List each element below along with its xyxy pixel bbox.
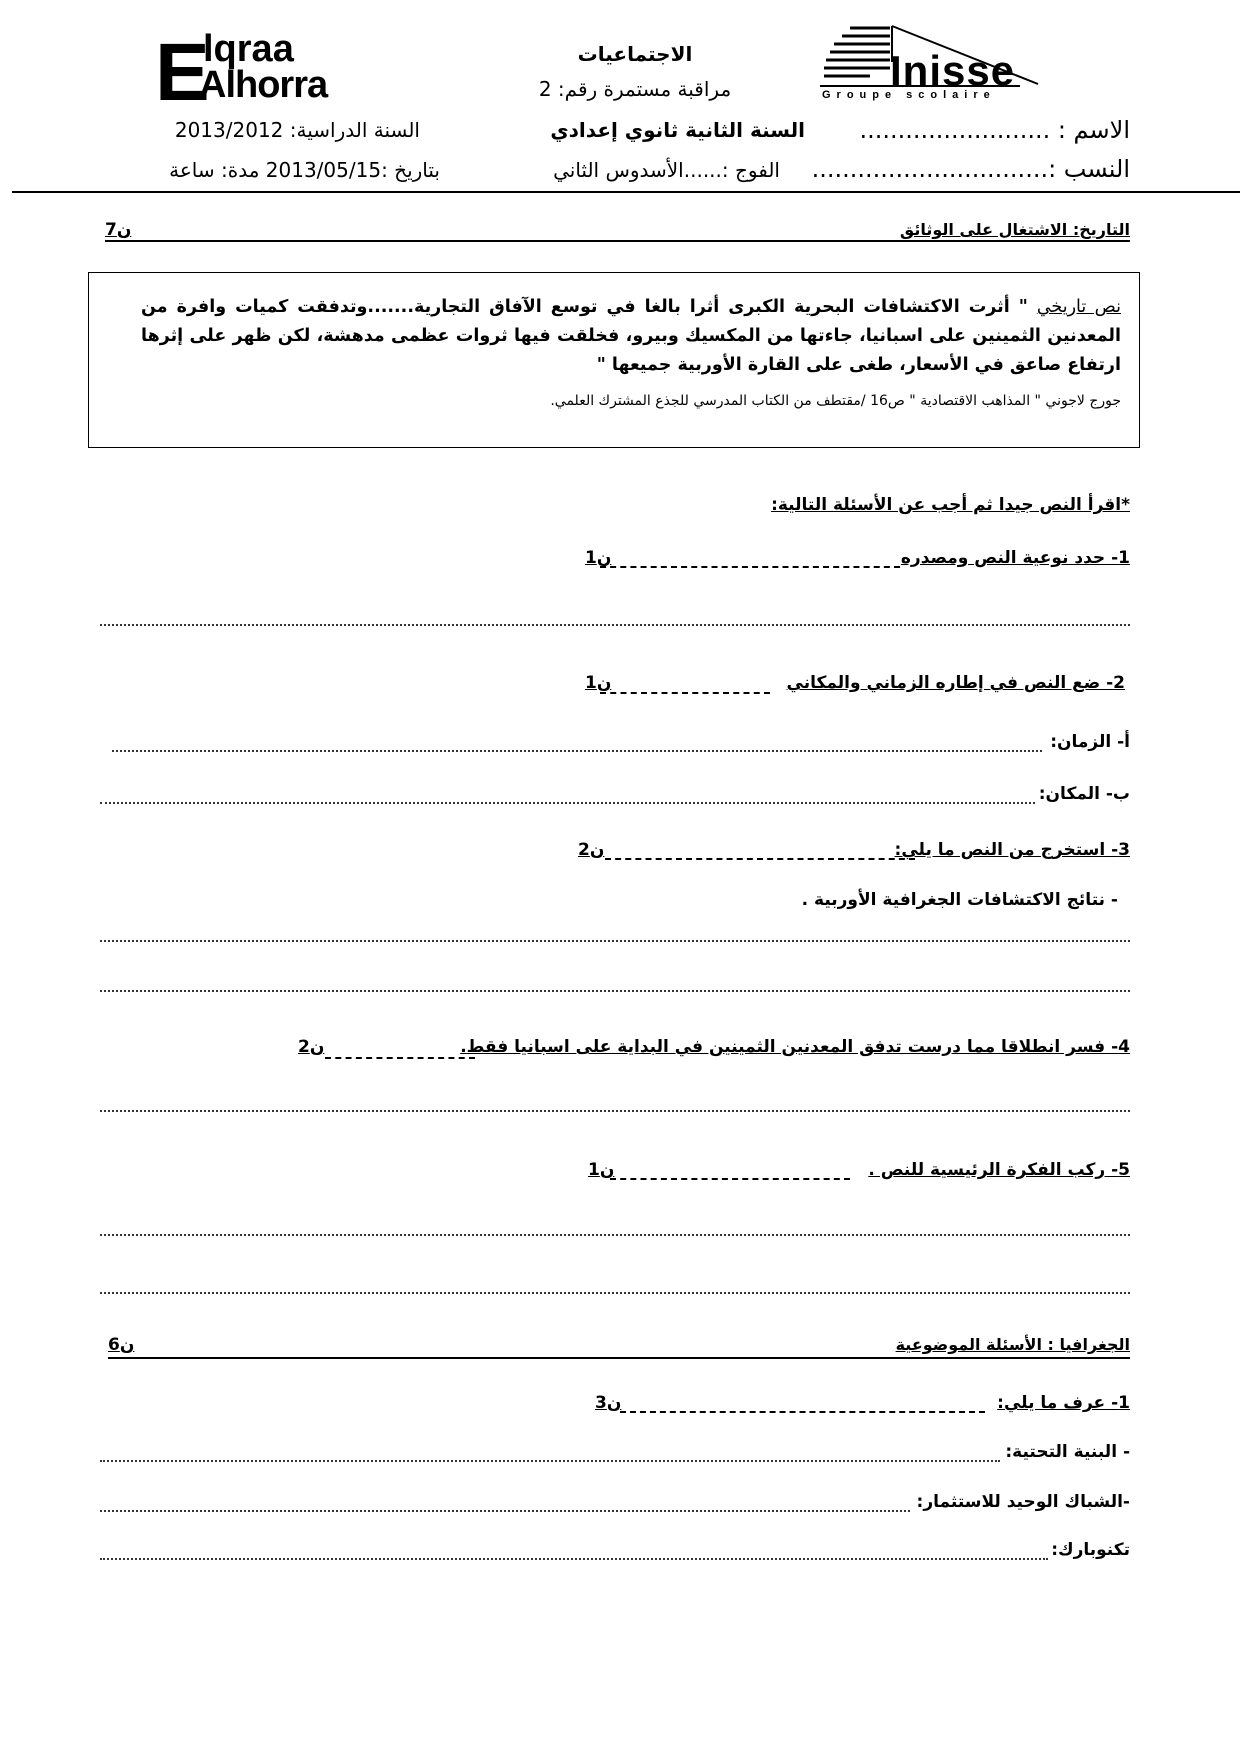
logo-subtitle: Groupe scolaire: [822, 89, 996, 101]
logo-iqraa-alhorra: [155, 27, 355, 118]
header-divider: [12, 191, 1240, 193]
group-field[interactable]: الفوج :......الأسدوس الثاني: [553, 158, 780, 182]
school-year: السنة الدراسية: 2013/2012: [174, 118, 420, 142]
geography-title-rule: [108, 1357, 1130, 1359]
q5-dashes: [610, 1178, 850, 1180]
q5-answer-line-2[interactable]: [100, 1292, 1130, 1294]
q1-answer-line[interactable]: [100, 624, 1130, 626]
q5-text: 5- ركب الفكرة الرئيسية للنص .: [868, 1160, 1130, 1180]
logo-line-2: Alhorra: [199, 64, 328, 106]
document-text: [141, 293, 1121, 380]
term-3-label: تكنوبارك:: [1051, 1540, 1130, 1560]
q2-text: 2- ضع النص في إطاره الزماني والمكاني: [786, 673, 1125, 693]
q5-answer-line-1[interactable]: [100, 1234, 1130, 1236]
q2-place-label: ب- المكان:: [1038, 784, 1130, 804]
q3-points: 2ن: [578, 840, 605, 860]
subject-title: الاجتماعيات: [577, 42, 693, 66]
surname-field[interactable]: النسب :...............................: [811, 155, 1130, 183]
q1-points: 1ن: [585, 548, 612, 568]
q4-answer-line[interactable]: [100, 1110, 1130, 1112]
document-source: جورج لاجوني " المذاهب الاقتصادية " ص16 /مقتطف من الكتاب المدرسي للجذع المشترك العلمي.: [550, 393, 1121, 409]
document-text-label: نص تاريخي: [1036, 297, 1121, 317]
term-2-label: -الشباك الوحيد للاستثمار:: [916, 1492, 1130, 1512]
q3-text: 3- استخرج من النص ما يلي:: [894, 840, 1130, 860]
date-duration: بتاريخ :2013/05/15 مدة: ساعة: [169, 158, 440, 182]
document-text-box: [88, 272, 1140, 448]
q3-answer-line-2[interactable]: [100, 990, 1130, 992]
term-3-answer[interactable]: [100, 1558, 1048, 1560]
logo-word: Inisse: [890, 47, 1016, 94]
logo-letter: E: [155, 27, 206, 118]
q5-points: 1ن: [588, 1160, 615, 1180]
exam-number: مراقبة مستمرة رقم: 2: [538, 77, 732, 101]
geography-title: الجغرافيا : الأسئلة الموضوعية: [895, 1335, 1130, 1354]
term-2-answer[interactable]: [100, 1510, 910, 1512]
document-text-body: " أثرت الاكتشافات البحرية الكبرى أثرا بالغا في توسع الآفاق التجارية.......وتدفقت كميات وافرة من المعدنين الثمينين على اسبانيا، جاءتها من المكسيك وبيرو، فخلقت فيها ثروات عظمى مدهشة، لكن ظهر على إثرها ارتفاع صاعق في الأسعار، طغى على القارة الأوربية جميعها ": [141, 297, 1121, 375]
q4-text: 4- فسر انطلاقا مما درست تدفق المعدنين الثمينين في البداية على اسبانيا فقط.: [460, 1037, 1130, 1057]
history-title-rule: [105, 240, 1130, 242]
logo-line-1: lqraa: [203, 28, 294, 70]
instruction: *اقرأ النص جيدا ثم أجب عن الأسئلة التالية:: [771, 495, 1130, 515]
q4-points: 2ن: [298, 1037, 325, 1057]
q4-dashes: [325, 1057, 475, 1059]
geo-q1-text: 1- عرف ما يلي:: [997, 1393, 1130, 1413]
term-1-label: - البنية التحتية:: [1005, 1442, 1130, 1462]
q2-place-answer[interactable]: [100, 802, 1035, 804]
term-1-answer[interactable]: [100, 1460, 1000, 1462]
q1-text: 1- حدد نوعية النص ومصدره: [900, 548, 1130, 568]
level-label: السنة الثانية ثانوي إعدادي: [550, 118, 805, 142]
history-points: 7ن: [105, 220, 132, 240]
q2-points: 1ن: [585, 673, 612, 693]
q2-time-label: أ- الزمان:: [1050, 732, 1130, 752]
name-field[interactable]: الاسم : .........................: [859, 116, 1130, 144]
geography-points: 6ن: [108, 1335, 135, 1355]
geo-q1-points: 3ن: [595, 1393, 622, 1413]
q2-time-answer[interactable]: [112, 750, 1042, 752]
logo-inisse: [820, 22, 1050, 104]
q3-answer-line-1[interactable]: [100, 940, 1130, 942]
history-title: التاريخ: الاشتغال على الوثائق: [899, 220, 1130, 239]
q3-item: - نتائج الاكتشافات الجغرافية الأوربية .: [801, 890, 1118, 910]
